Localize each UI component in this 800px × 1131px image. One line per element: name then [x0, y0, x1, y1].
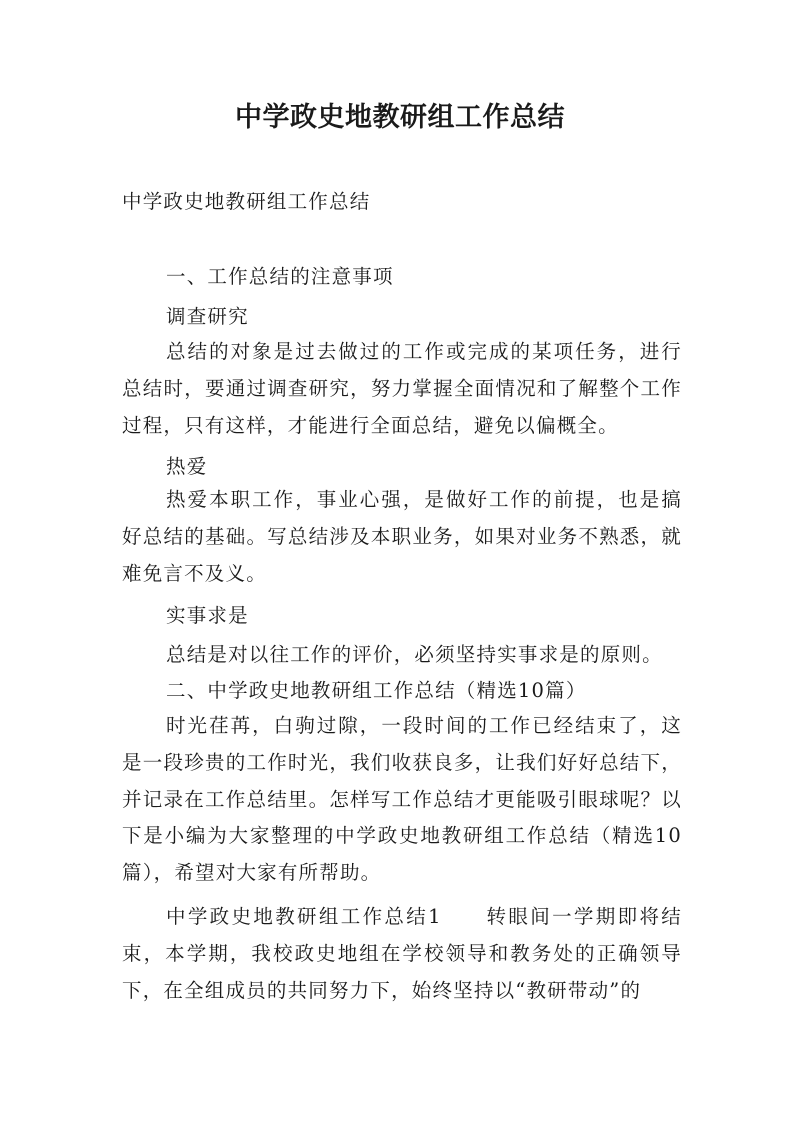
item-heading-passion: 热爱: [166, 455, 208, 478]
section-heading-1: 一、工作总结的注意事项: [166, 265, 394, 288]
document-subtitle: 中学政史地教研组工作总结: [122, 190, 371, 213]
item-paragraph-passion: 热爱本职工作，事业心强，是做好工作的前提，也是搞好总结的基础。写总结涉及本职业务，如果对业务不熟悉，就难免言不及义。: [122, 488, 682, 585]
item-heading-survey: 调查研究: [166, 305, 249, 328]
intro-paragraph: 时光荏苒，白驹过隙，一段时间的工作已经结束了，这是一段珍贵的工作时光，我们收获良多，让我们好好总结下，并记录在工作总结里。怎样写工作总结才更能吸引眼球呢？以下是小编为大家整理的中学政史地教研组工作总结（精选10篇），希望对大家有所帮助。: [122, 714, 682, 885]
summary-1-paragraph: 中学政史地教研组工作总结1 转眼间一学期即将结束，本学期，我校政史地组在学校领导和教务处的正确领导下，在全组成员的共同努力下，始终坚持以“教研带动”的: [122, 905, 682, 1002]
item-paragraph-factual: 总结是对以往工作的评价，必须坚持实事求是的原则。: [166, 643, 663, 666]
document-title: 中学政史地教研组工作总结: [235, 102, 565, 133]
item-paragraph-survey: 总结的对象是过去做过的工作或完成的某项任务，进行总结时，要通过调查研究，努力掌握全面情况和了解整个工作过程，只有这样，才能进行全面总结，避免以偏概全。: [122, 340, 682, 437]
item-heading-factual: 实事求是: [166, 604, 249, 627]
section-heading-2: 二、中学政史地教研组工作总结（精选10篇）: [166, 679, 587, 702]
